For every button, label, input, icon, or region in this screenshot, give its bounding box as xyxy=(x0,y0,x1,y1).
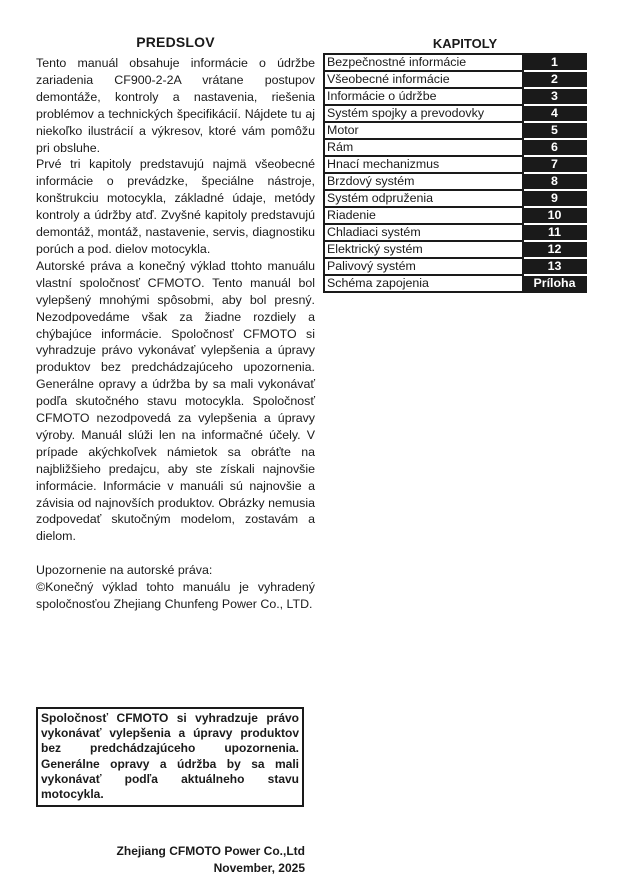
notice-box: Spoločnosť CFMOTO si vyhradzuje právo vykonávať vylepšenia a úpravy produktov bez predchádzajúceho upozornenia. Generálne opravy a údržba by sa mali vykonávať podľa aktuálneho stavu motocykla. xyxy=(36,707,304,807)
chapter-name[interactable]: Systém odpruženia xyxy=(324,190,523,207)
chapter-name[interactable]: Palivový systém xyxy=(324,258,523,275)
chapter-row[interactable] xyxy=(324,156,586,173)
preface-paragraph-1: Tento manuál obsahuje informácie o údržbe zariadenia CF900-2-2A vrátane postupov demontáže, kontroly a nastavenia, riešenia problémov a technických špecifikácií. Nájdete tu aj niekoľko ilustrácií a výkresov, ktoré vám pomôžu pri obsluhe. xyxy=(36,56,315,155)
preface-title: PREDSLOV xyxy=(136,34,215,50)
chapter-row[interactable] xyxy=(324,88,586,105)
copyright-heading: Upozornenie na autorské práva: xyxy=(36,563,213,578)
chapter-number[interactable]: 13 xyxy=(523,258,586,275)
chapter-name[interactable]: Bezpečnostné informácie xyxy=(324,54,523,71)
chapter-row[interactable] xyxy=(324,71,586,88)
chapter-row[interactable] xyxy=(324,224,586,241)
chapter-number[interactable]: Príloha xyxy=(523,275,586,292)
copyright-text: ©Konečný výklad tohto manuálu je vyhradený spoločnosťou Zhejiang Chunfeng Power Co., LTD. xyxy=(36,580,315,612)
chapter-name[interactable]: Chladiaci systém xyxy=(324,224,523,241)
chapter-name[interactable]: Brzdový systém xyxy=(324,173,523,190)
chapter-number[interactable]: 5 xyxy=(523,122,586,139)
chapter-number[interactable]: 2 xyxy=(523,71,586,88)
chapter-number[interactable]: 6 xyxy=(523,139,586,156)
chapter-row[interactable] xyxy=(324,122,586,139)
chapter-name[interactable]: Všeobecné informácie xyxy=(324,71,523,88)
preface-paragraph-3: Autorské práva a konečný výklad ttohto manuálu vlastní spoločnosť CFMOTO. Tento manuál bol vylepšený mnohými spôsobmi, aby bol presný. Nezodpovedáme však za žiadne rozdiely a chýbajúce informácie. Spoločnosť CFMOTO si vyhradzuje právo vykonávať vylepšenia a úpravy produktov bez predchádzajúceho upozornenia. Generálne opravy a údržba by sa mali vykonávať podľa skutočného stavu motocykla. Spoločnosť CFMOTO nezodpovedá za vylepšenia a úpravy výroby. Manuál slúži len na informačné účely. V prípade akýchkoľvek námietok sa obráťte na najbližšieho predajcu, aby ste získali najnovšie informácie. Informácie v manuáli sú najnovšie a závisia od najnovších produktov. Obrázky nemusia zodpovedať skutočným modelom, zostavám a dielom. xyxy=(36,258,315,544)
chapter-name[interactable]: Informácie o údržbe xyxy=(324,88,523,105)
chapter-name[interactable]: Hnací mechanizmus xyxy=(324,156,523,173)
footer xyxy=(117,843,305,877)
chapter-number[interactable]: 9 xyxy=(523,190,586,207)
chapter-name[interactable]: Riadenie xyxy=(324,207,523,224)
chapter-row[interactable] xyxy=(324,207,586,224)
footer-company: Zhejiang CFMOTO Power Co.,Ltd xyxy=(116,844,305,858)
chapter-row[interactable] xyxy=(324,173,586,190)
chapters-section xyxy=(323,36,587,293)
chapter-row[interactable] xyxy=(324,190,586,207)
preface-paragraph-2: Prvé tri kapitoly predstavujú najmä všeobecné informácie o prevádzke, špeciálne nástroje, konštrukciu motocykla, základné údaje, metódy kontroly a údržby atď. Zvyšné kapitoly predstavujú demontáž, montáž, nastavenie, servis, diagnostiku porúch a pod. dielov motocykla. xyxy=(36,157,315,256)
chapter-name[interactable]: Motor xyxy=(324,122,523,139)
chapter-number[interactable]: 8 xyxy=(523,173,586,190)
chapter-row[interactable] xyxy=(324,54,586,71)
chapter-number[interactable]: 1 xyxy=(523,54,586,71)
preface-section xyxy=(36,34,315,613)
chapter-name[interactable]: Schéma zapojenia xyxy=(324,275,523,292)
chapter-number[interactable]: 4 xyxy=(523,105,586,122)
chapter-number[interactable]: 12 xyxy=(523,241,586,258)
chapter-name[interactable]: Systém spojky a prevodovky xyxy=(324,105,523,122)
chapter-name[interactable]: Elektrický systém xyxy=(324,241,523,258)
chapter-row[interactable] xyxy=(324,105,586,122)
chapter-number[interactable]: 11 xyxy=(523,224,586,241)
chapter-number[interactable]: 3 xyxy=(523,88,586,105)
chapter-row[interactable] xyxy=(324,258,586,275)
chapter-name[interactable]: Rám xyxy=(324,139,523,156)
chapters-title: KAPITOLY xyxy=(432,36,498,51)
chapter-number[interactable]: 10 xyxy=(523,207,586,224)
chapter-row[interactable] xyxy=(324,275,586,292)
footer-date: November, 2025 xyxy=(213,861,305,875)
chapter-row[interactable] xyxy=(324,139,586,156)
chapter-number[interactable]: 7 xyxy=(523,156,586,173)
chapter-row[interactable] xyxy=(324,241,586,258)
chapters-table xyxy=(323,53,587,293)
